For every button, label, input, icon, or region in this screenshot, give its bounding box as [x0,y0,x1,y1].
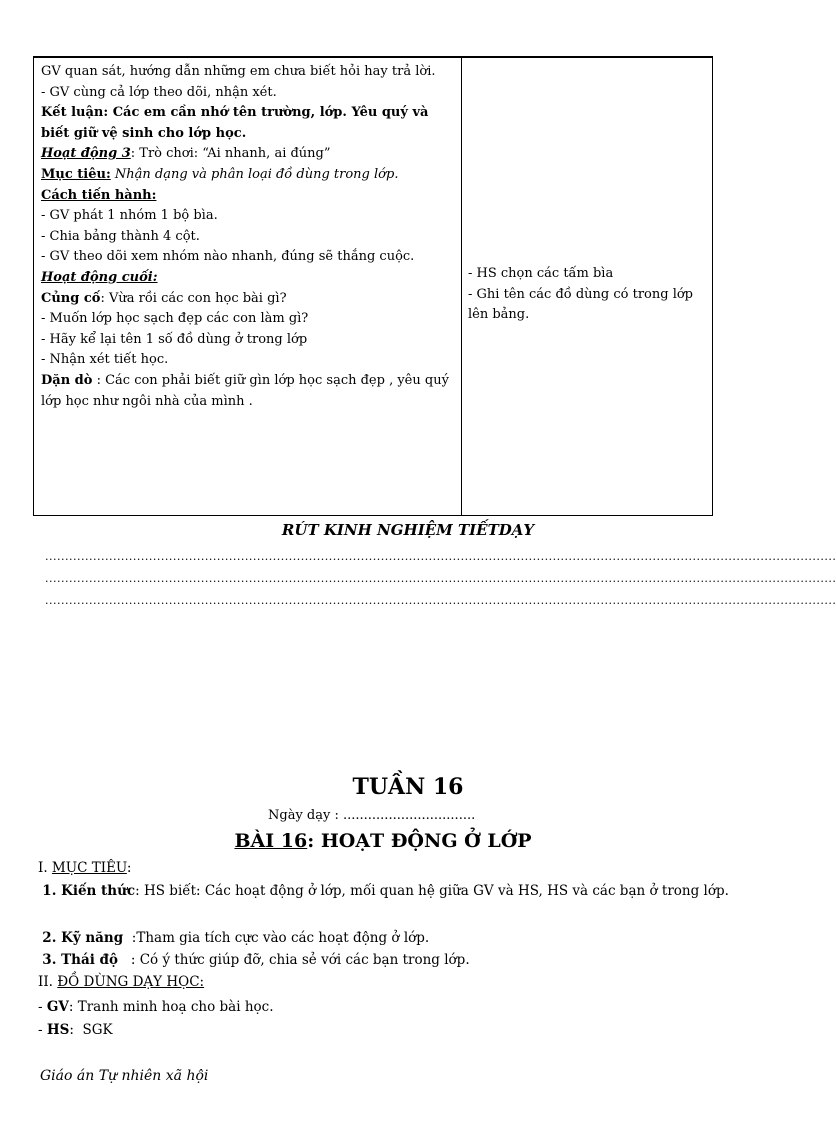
materials-label: HS [46,1022,70,1038]
student-activities-column [462,58,712,515]
table-text-run: Mục tiêu: [41,166,111,182]
review-line-1: ...................................................................................................................................................................................................... [45,550,836,563]
materials-student: - HS: SGK [38,1022,113,1038]
review-title: RÚT KINH NGHIỆM TIẾTDẠY [281,521,535,539]
table-text-run: : Vừa rồi các con học bài gì? [100,290,287,306]
section-label: ĐỒ DÙNG DẠY HỌC: [57,974,205,990]
section-materials [38,972,204,992]
section-number: II. [38,974,58,990]
table-text-run: - GV cùng cả lớp theo dõi, nhận xét. [41,84,277,100]
table-text-run: Nhận dạng và phân loại đồ dùng trong lớp. [110,166,399,182]
table-text-run: - Chia bảng thành 4 cột. [41,228,200,244]
materials-teacher: - GV: Tranh minh hoạ cho bài học. [38,999,274,1015]
table-left-line [41,144,455,165]
objective-attitude [38,950,738,971]
table-text-run: - Nhận xét tiết học. [41,352,169,368]
footer-caption: Giáo án Tự nhiên xã hội [40,1068,209,1084]
objective-text: :Tham gia tích cực vào các hoạt động ở lớp. [123,930,430,946]
table-text-run: : Các con phải biết giữ gìn lớp học sạch đẹp , yêu quý lớp học như ngôi nhà của mình . [41,372,449,409]
section-tail: : [126,860,132,876]
objective-label: 2. Kỹ năng [42,930,124,946]
review-line-3: ...................................................................................................................................................................................................... [45,594,836,607]
table-left-line [41,371,455,412]
table-left-line [41,247,455,268]
table-text-run: : Trò chơi: “Ai nhanh, ai đúng” [130,146,331,162]
table-left-line [41,268,455,289]
table-left-line [41,62,455,83]
table-text-run: - Muốn lớp học sạch đẹp các con làm gì? [41,311,309,327]
table-text-run: Kết luận: Các em cần nhớ tên trường, lớp. Yêu quý và biết giữ vệ sinh cho lớp học. [41,105,429,141]
section-objectives [38,858,131,878]
week-heading: TUẦN 16 [352,774,464,800]
lesson-code: BÀI 16 [234,830,308,852]
table-left-line [41,330,455,351]
objective-knowledge [38,881,738,902]
table-left-line [41,103,455,144]
lesson-title [0,830,766,852]
materials-text: : Tranh minh hoạ cho bài học. [68,999,274,1015]
table-left-line [41,309,455,330]
table-text-run: Hoạt động cuối: [41,269,158,285]
table-left-line [41,206,455,227]
table-left-line [41,165,455,186]
table-text-run: Hoạt động 3 [41,146,131,162]
section-label: MỤC TIÊU [51,860,127,876]
table-right-line: - HS chọn các tấm bìa [468,266,614,281]
materials-label: GV [46,999,69,1015]
objective-label: 1. Kiến thức [42,883,136,899]
objective-text: : Có ý thức giúp đỡ, chia sẻ với các bạn trong lớp. [117,952,470,968]
table-left-line [41,83,455,104]
table-text-run: Cách tiến hành: [41,187,157,203]
table-text-run: - GV theo dõi xem nhóm nào nhanh, đúng sẽ thắng cuộc. [41,249,415,265]
section-number: I. [38,860,52,876]
table-left-line [41,186,455,207]
lesson-name: : HOẠT ĐỘNG Ở LỚP [307,830,532,852]
table-text-run: GV quan sát, hướng dẫn những em chưa biết hỏi hay trả lời. [41,64,436,79]
table-text-run: Dặn dò [41,372,93,388]
review-line-2: ...................................................................................................................................................................................................... [45,572,836,585]
table-text-run: Củng cố [41,290,101,306]
objective-label: 3. Thái độ [42,952,118,968]
table-left-line [41,350,455,371]
teaching-date: Ngày dạy : ................................ [268,808,476,823]
table-right-line: - Ghi tên các đồ dùng có trong lớp lên bảng. [468,286,694,323]
materials-text: : SGK [69,1022,113,1038]
table-text-run: - Hãy kể lại tên 1 số đồ dùng ở trong lớp [41,331,308,347]
table-text-run: - GV phát 1 nhóm 1 bộ bìa. [41,208,218,224]
objective-skill [38,928,738,949]
table-left-line [41,227,455,248]
activity-table [33,58,713,516]
teacher-activities-column [34,58,462,515]
objective-text: : HS biết: Các hoạt động ở lớp, mối quan hệ giữa GV và HS, HS và các bạn ở trong lớp. [135,883,729,899]
table-left-line [41,289,455,310]
